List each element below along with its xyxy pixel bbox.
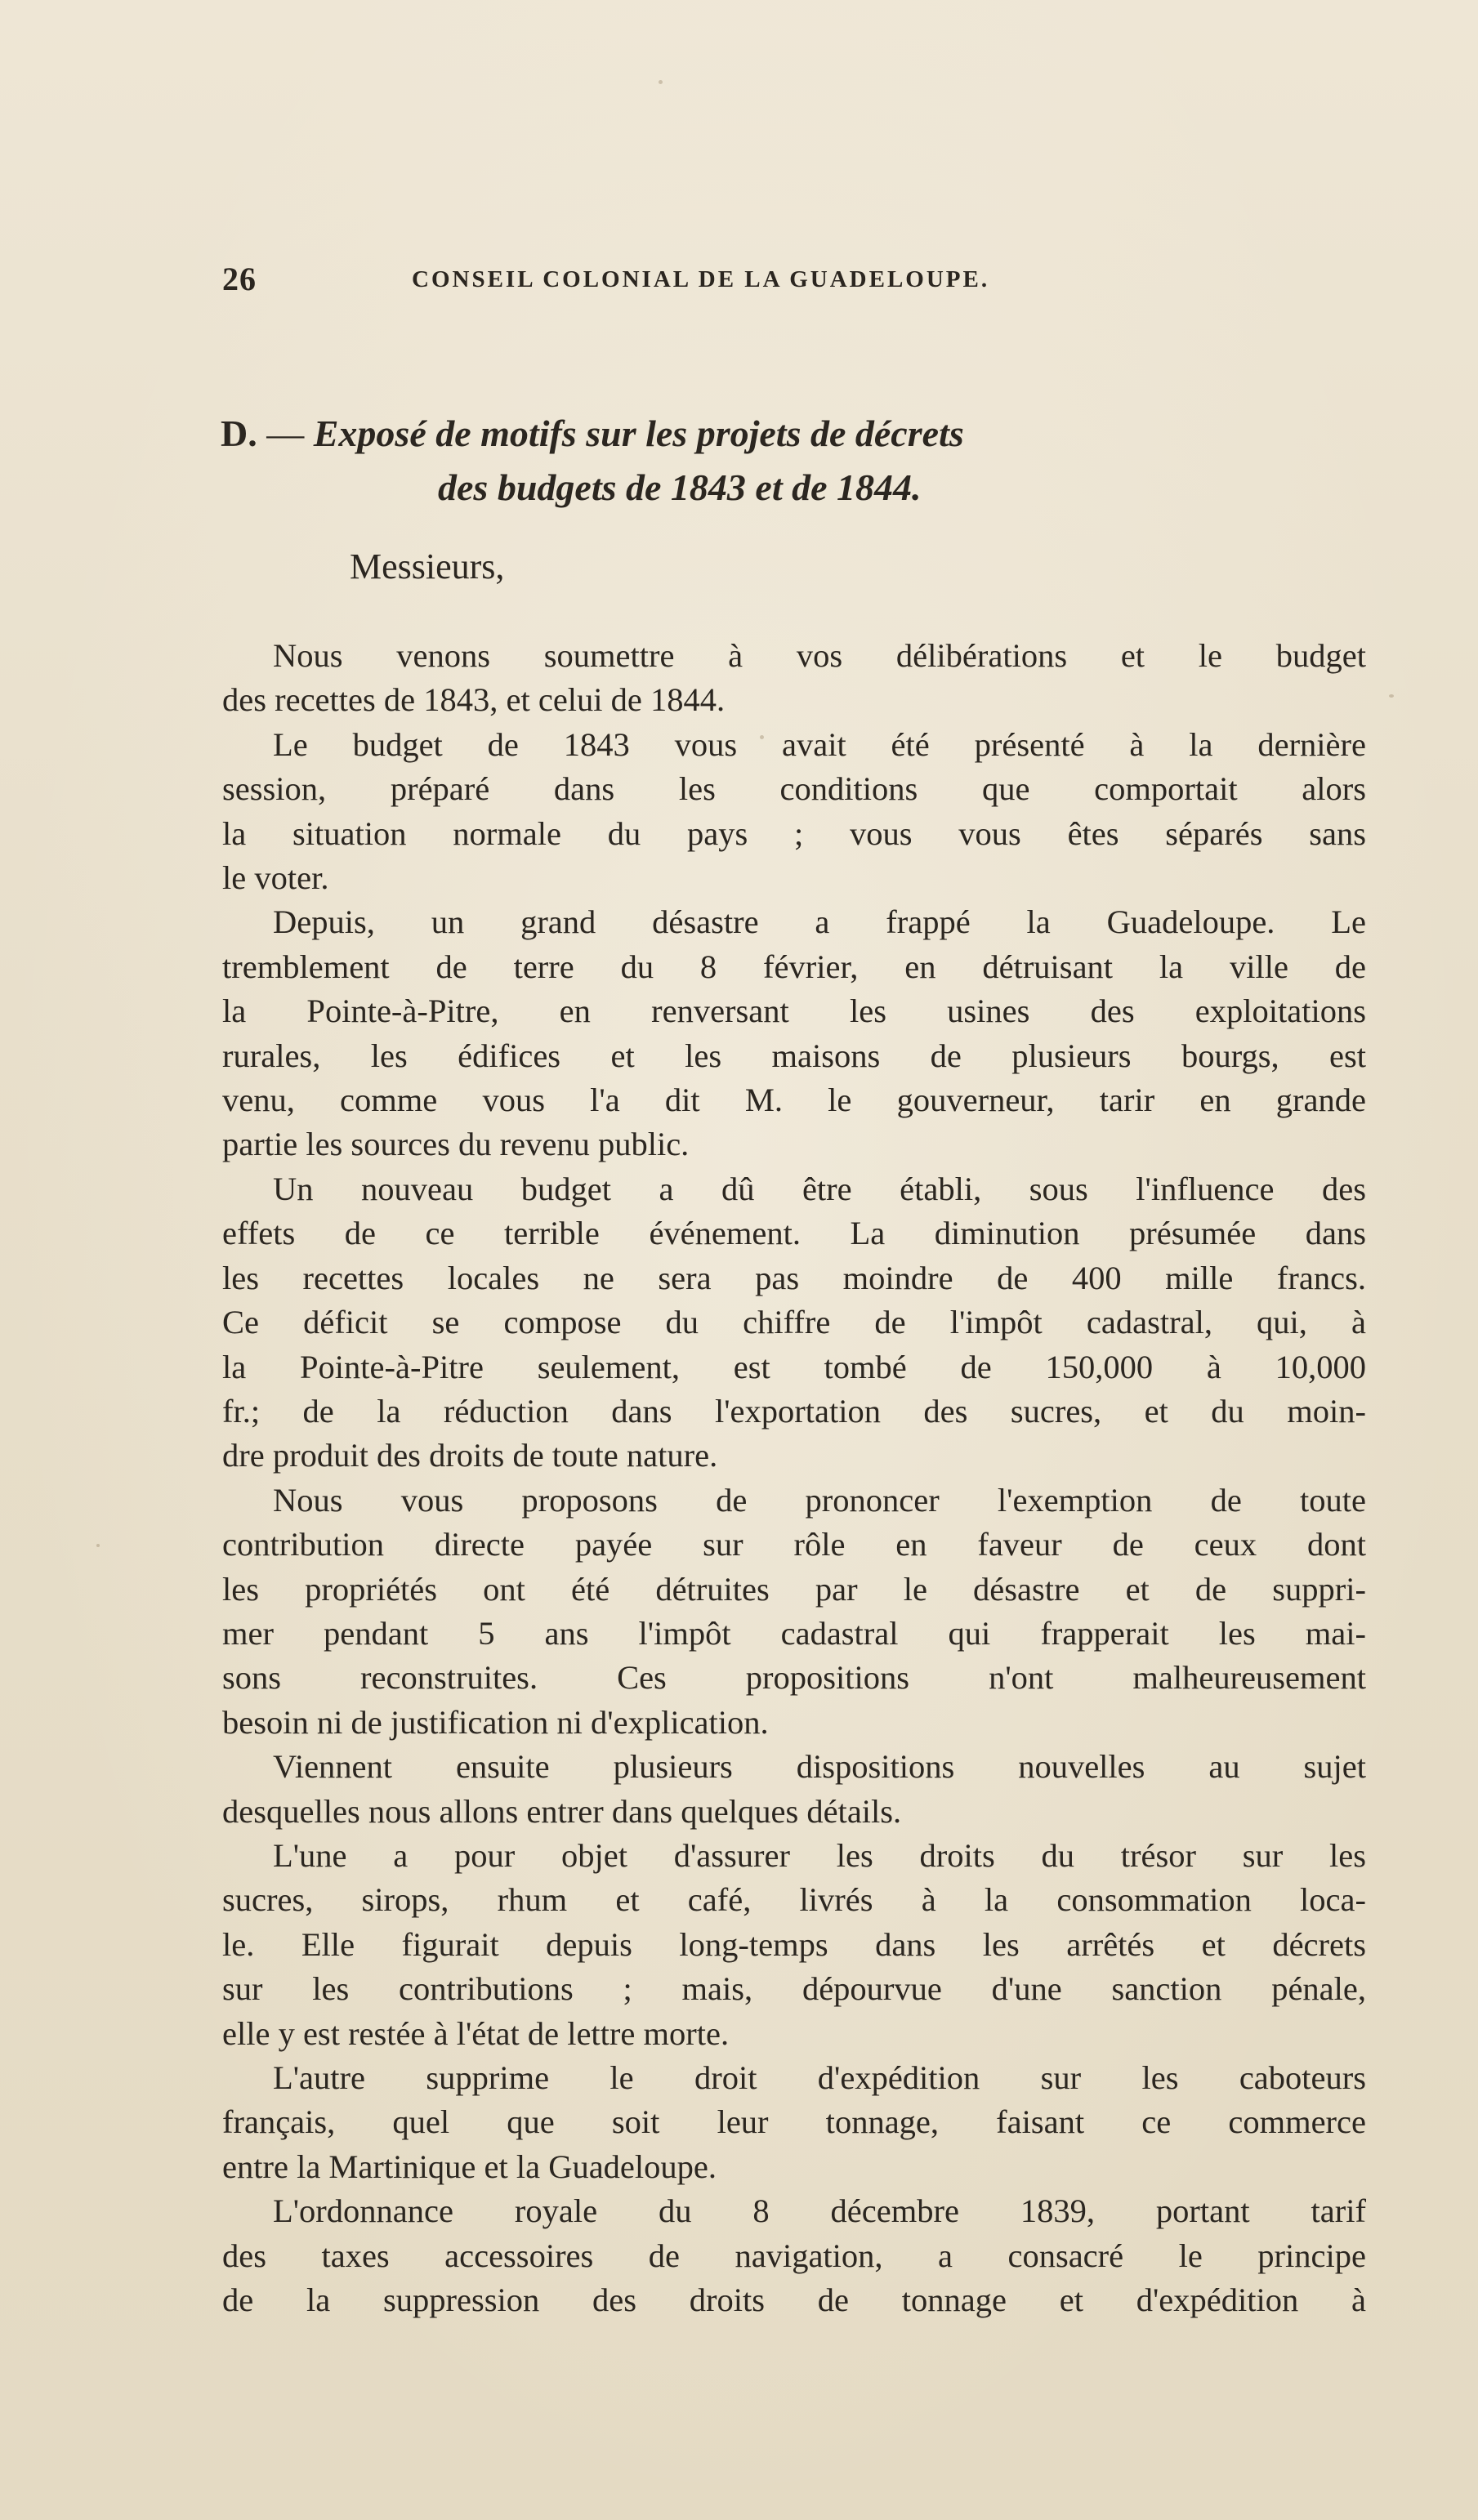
text-line: mer pendant 5 ans l'impôt cadastral qui frapperait les mai- — [222, 1614, 1366, 1652]
text-line: les propriétés ont été détruites par le désastre et de suppri- — [222, 1570, 1366, 1608]
text-line: des taxes accessoires de navigation, a consacré le principe — [222, 2237, 1366, 2274]
section-letter: D. — [221, 413, 257, 454]
text-line: L'autre supprime le droit d'expédition sur les caboteurs — [273, 2059, 1366, 2096]
paper-speck — [1389, 694, 1394, 698]
text-line: la situation normale du pays ; vous vous êtes séparés sans — [222, 814, 1366, 852]
page-number: 26 — [222, 261, 257, 297]
text-line: les recettes locales ne sera pas moindre de 400 mille francs. — [222, 1259, 1366, 1296]
text-line: entre la Martinique et la Guadeloupe. — [222, 2148, 717, 2185]
text-line: contribution directe payée sur rôle en faveur de ceux dont — [222, 1526, 1366, 1563]
text-line: fr.; de la réduction dans l'exportation des sucres, et du moin- — [222, 1392, 1366, 1429]
text-line: sucres, sirops, rhum et café, livrés à la consommation loca- — [222, 1881, 1366, 1919]
text-line: desquelles nous allons entrer dans quelques détails. — [222, 1792, 902, 1830]
text-line: français, quel que soit leur tonnage, faisant ce commerce — [222, 2103, 1366, 2141]
text-line: L'une a pour objet d'assurer les droits du trésor sur les — [273, 1836, 1366, 1874]
text-line: la Pointe-à-Pitre, en renversant les usines des exploitations — [222, 992, 1366, 1030]
text-line: la Pointe-à-Pitre seulement, est tombé de 150,000 à 10,000 — [222, 1348, 1366, 1385]
heading-line-1 — [221, 407, 1364, 461]
paper-speck — [659, 80, 663, 84]
text-line: Nous venons soumettre à vos délibérations et le budget — [273, 637, 1366, 674]
text-line: dre produit des droits de toute nature. — [222, 1437, 718, 1474]
paper-speck — [96, 1544, 100, 1547]
running-title: CONSEIL COLONIAL DE LA GUADELOUPE. — [412, 266, 990, 292]
body-text — [222, 634, 1366, 2322]
heading-dash: — — [257, 413, 314, 454]
text-line: tremblement de terre du 8 février, en détruisant la ville de — [222, 948, 1366, 985]
section-heading — [221, 407, 1364, 515]
running-head — [222, 260, 1366, 309]
text-line: Depuis, un grand désastre a frappé la Guadeloupe. Le — [273, 903, 1366, 941]
text-line: de la suppression des droits de tonnage et d'expédition à — [222, 2281, 1366, 2319]
text-line: Ce déficit se compose du chiffre de l'impôt cadastral, qui, à — [222, 1304, 1366, 1341]
text-line: elle y est restée à l'état de lettre morte. — [222, 2014, 730, 2052]
text-line: L'ordonnance royale du 8 décembre 1839, portant tarif — [273, 2192, 1366, 2230]
text-line: sons reconstruites. Ces propositions n'ont malheureusement — [222, 1659, 1366, 1697]
text-line: session, préparé dans les conditions que comportait alors — [222, 770, 1366, 808]
text-line: Un nouveau budget a dû être établi, sous l'influence des — [273, 1170, 1366, 1207]
text-line: Le budget de 1843 vous avait été présenté à la dernière — [273, 725, 1366, 763]
text-line: sur les contributions ; mais, dépourvue d'une sanction pénale, — [222, 1970, 1366, 2008]
text-line: des recettes de 1843, et celui de 1844. — [222, 681, 726, 719]
text-line: effets de ce terrible événement. La diminution présumée dans — [222, 1215, 1366, 1252]
text-line: besoin ni de justification ni d'explication. — [222, 1703, 769, 1741]
text-line: le. Elle figurait depuis long-temps dans les arrêtés et décrets — [222, 1925, 1366, 1963]
heading-title-part-2: des budgets de 1843 et de 1844. — [438, 466, 922, 508]
text-line: Nous vous proposons de prononcer l'exemption de toute — [273, 1481, 1366, 1519]
heading-title-part-1: Exposé de motifs sur les projets de décrets — [313, 413, 964, 454]
text-line: partie les sources du revenu public. — [222, 1126, 690, 1163]
text-line: le voter. — [222, 859, 329, 897]
heading-line-2 — [221, 461, 1364, 515]
salutation: Messieurs, — [350, 546, 505, 587]
text-line: venu, comme vous l'a dit M. le gouverneur, tarir en grande — [222, 1082, 1366, 1119]
text-line: Viennent ensuite plusieurs dispositions nouvelles au sujet — [273, 1748, 1366, 1786]
text-line: rurales, les édifices et les maisons de plusieurs bourgs, est — [222, 1037, 1366, 1074]
